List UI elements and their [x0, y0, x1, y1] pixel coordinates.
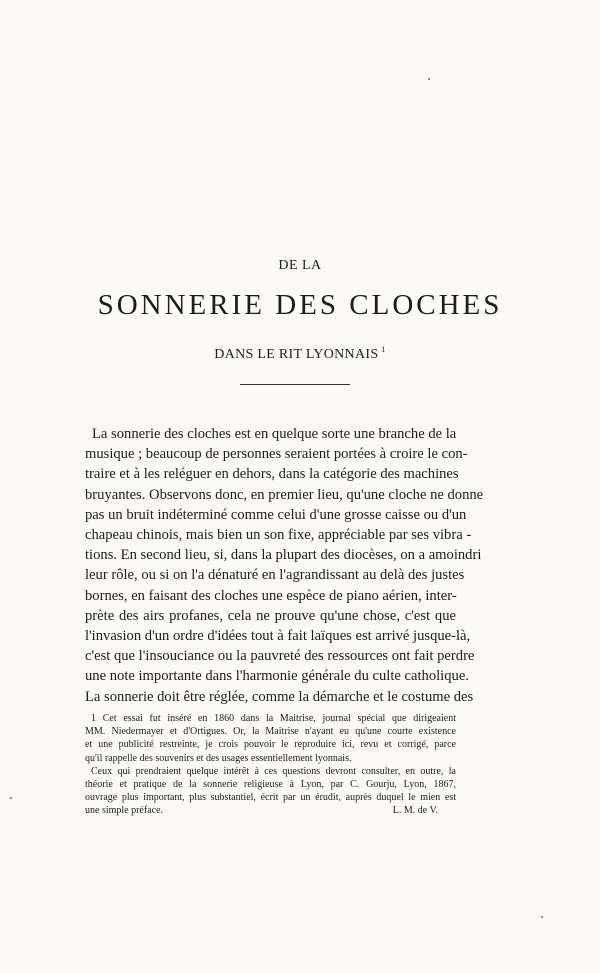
body-line: l'invasion d'un ordre d'idées tout à fait laïques est arrivé jusque-là,: [85, 628, 471, 645]
paper-speck: [428, 78, 430, 80]
footnote: [85, 712, 456, 818]
footnote-signature: L. M. de V.: [392, 805, 438, 817]
body-line: bornes, en faisant des cloches une espèce de piano aérien, inter-: [85, 587, 457, 604]
footnote-last-text: une simple préface.: [85, 805, 164, 817]
body-line: leur rôle, ou si on l'a dénaturé en l'agrandissant au delà des justes: [85, 567, 465, 584]
footnote-line: et une publicité restreinte, je crois pouvoir le reproduire ici, revu et corrigé, parce: [85, 739, 456, 751]
body-line: c'est que l'insouciance ou la pauvreté des ressources ont fait perdre: [85, 648, 475, 665]
footnote-line: MM. Niedermayer et d'Ortigues. Or, la Maitrise n'ayant eu qu'une courte existence: [85, 726, 456, 738]
footnote-line: qu'il rappelle des souvenirs et des usages essentiellement lyonnais.: [85, 752, 352, 764]
footnote-mark: 1: [381, 345, 386, 354]
footnote-line: ouvrage plus important, plus substantiel, écrit par un érudit, auprès duquel le mien est: [85, 792, 456, 804]
body-line: prète des airs profanes, cela ne prouve qu'une chose, c'est que: [85, 607, 456, 624]
body-line: une note importante dans l'harmonie générale du culte catholique.: [85, 668, 469, 685]
body-line: chapeau chinois, mais bien un son fixe, appréciable par ses vibra -: [85, 527, 472, 544]
body-line: La sonnerie doit être réglée, comme la démarche et le costume des: [85, 688, 474, 705]
body-line: bruyantes. Observons donc, en premier lieu, qu'une cloche ne donne: [85, 486, 484, 503]
title-divider: [240, 384, 350, 385]
body-paragraph: [85, 424, 484, 707]
paper-speck: [10, 797, 12, 799]
footnote-line: Ceux qui prendraient quelque intérêt à ces questions devront consulter, en outre, la: [91, 765, 456, 777]
subtitle: [0, 345, 600, 363]
paper-speck: [541, 916, 543, 918]
subtitle-text: DANS LE RIT LYONNAIS: [214, 347, 379, 362]
body-line: pas un bruit indéterminé comme celui d'une grosse caisse ou d'un: [85, 506, 467, 523]
body-line: traire et à les reléguer en dehors, dans la catégorie des machines: [85, 466, 459, 483]
pre-title: DE LA: [278, 258, 322, 273]
footnote-line: théorie et pratique de la sonnerie religieuse à Lyon, par C. Gourju, Lyon, 1867,: [85, 779, 456, 791]
footnote-line: 1 Cet essai fut inséré en 1860 dans la Maitrise, journal spécial que dirigeaient: [91, 713, 456, 724]
page-title: SONNERIE DES CLOCHES: [97, 289, 503, 321]
body-line: La sonnerie des cloches est en quelque sorte une branche de la: [92, 426, 457, 442]
body-line: musique ; beaucoup de personnes seraient portées à croire le con-: [85, 446, 468, 463]
body-line: tions. En second lieu, si, dans la plupart des diocèses, on a amoindri: [85, 547, 482, 564]
footnote-line: [85, 804, 456, 817]
